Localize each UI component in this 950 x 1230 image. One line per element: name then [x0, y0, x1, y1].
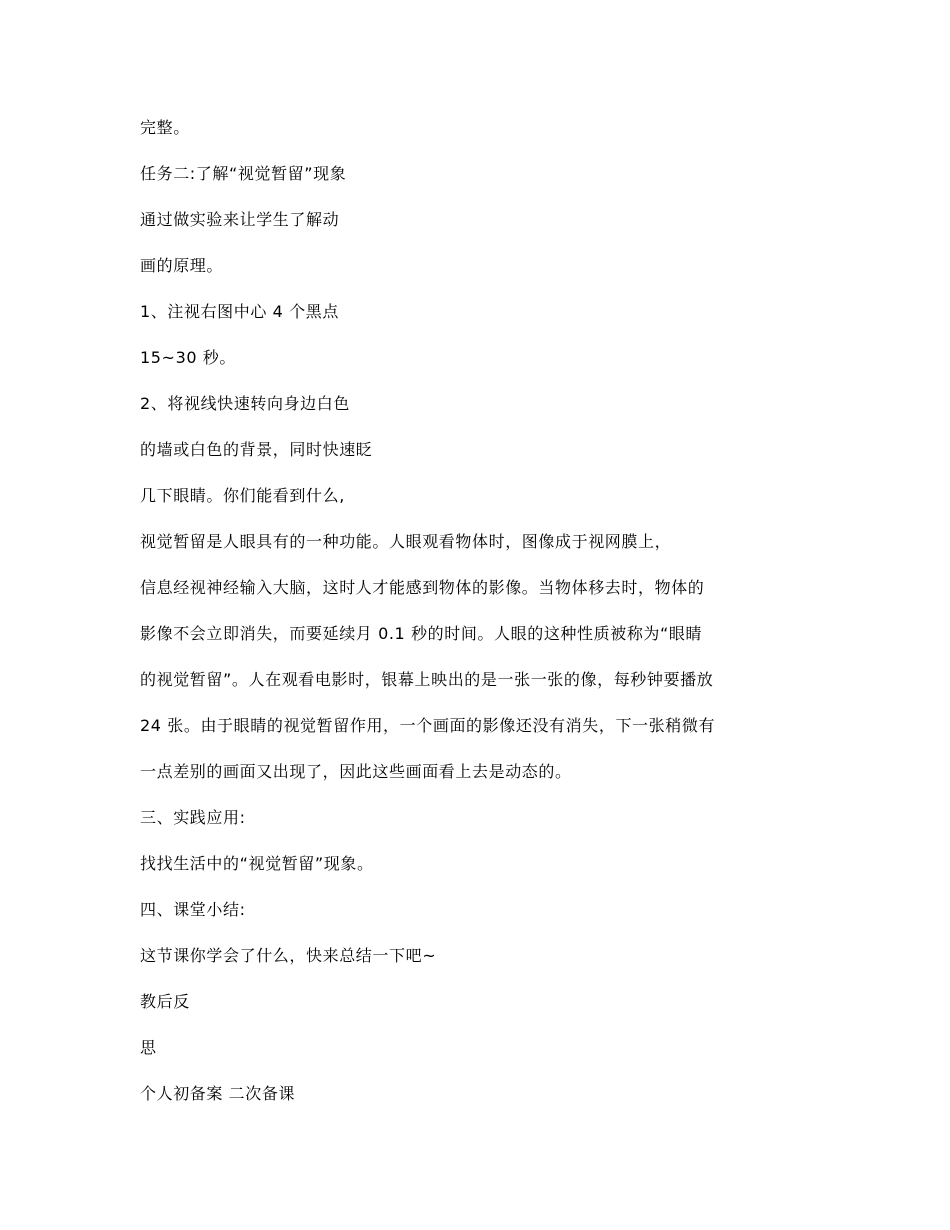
paragraph-line-4: 的视觉暂留”。人在观看电影时，银幕上映出的是一张一张的像，每秒钟要播放 [140, 670, 714, 689]
task-two-heading: 任务二:了解“视觉暂留”现象 [140, 164, 347, 183]
paragraph-line-2: 信息经视神经输入大脑，这时人才能感到物体的影像。当物体移去时，物体的 [140, 578, 705, 597]
text-line-8: 的墙或白色的背景，同时快速眨 [140, 440, 373, 459]
step-two-line: 2、将视线快速转向身边白色 [140, 394, 350, 413]
section-four-heading: 四、课堂小结: [140, 900, 246, 919]
reflection-label-2: 思 [140, 1038, 157, 1057]
text-line-3: 通过做实验来让学生了解动 [140, 210, 340, 229]
paragraph-line-5: 24 张。由于眼睛的视觉暂留作用，一个画面的影像还没有消失，下一张稍微有 [140, 716, 716, 735]
text-line-6: 15~30 秒。 [140, 348, 237, 367]
text-line-9: 几下眼睛。你们能看到什么, [140, 486, 345, 505]
paragraph-line-1: 视觉暂留是人眼具有的一种功能。人眼观看物体时，图像成于视网膜上， [140, 532, 672, 551]
text-line-17: 找找生活中的“视觉暂留”现象。 [140, 854, 374, 873]
reflection-label-1: 教后反 [140, 992, 190, 1011]
section-three-heading: 三、实践应用: [140, 808, 246, 827]
text-line-19: 这节课你学会了什么，快来总结一下吧~ [140, 946, 437, 965]
paragraph-line-6: 一点差别的画面又出现了，因此这些画面看上去是动态的。 [140, 762, 572, 781]
text-line-4: 画的原理。 [140, 256, 224, 275]
paragraph-line-3: 影像不会立即消失，而要延续月 0.1 秒的时间。人眼的这种性质被称为“眼睛 [140, 624, 703, 643]
step-one-line: 1、注视右图中心 4 个黑点 [140, 302, 339, 321]
prep-labels-line: 个人初备案 二次备课 [140, 1084, 296, 1103]
text-line-1: 完整。 [140, 118, 190, 137]
